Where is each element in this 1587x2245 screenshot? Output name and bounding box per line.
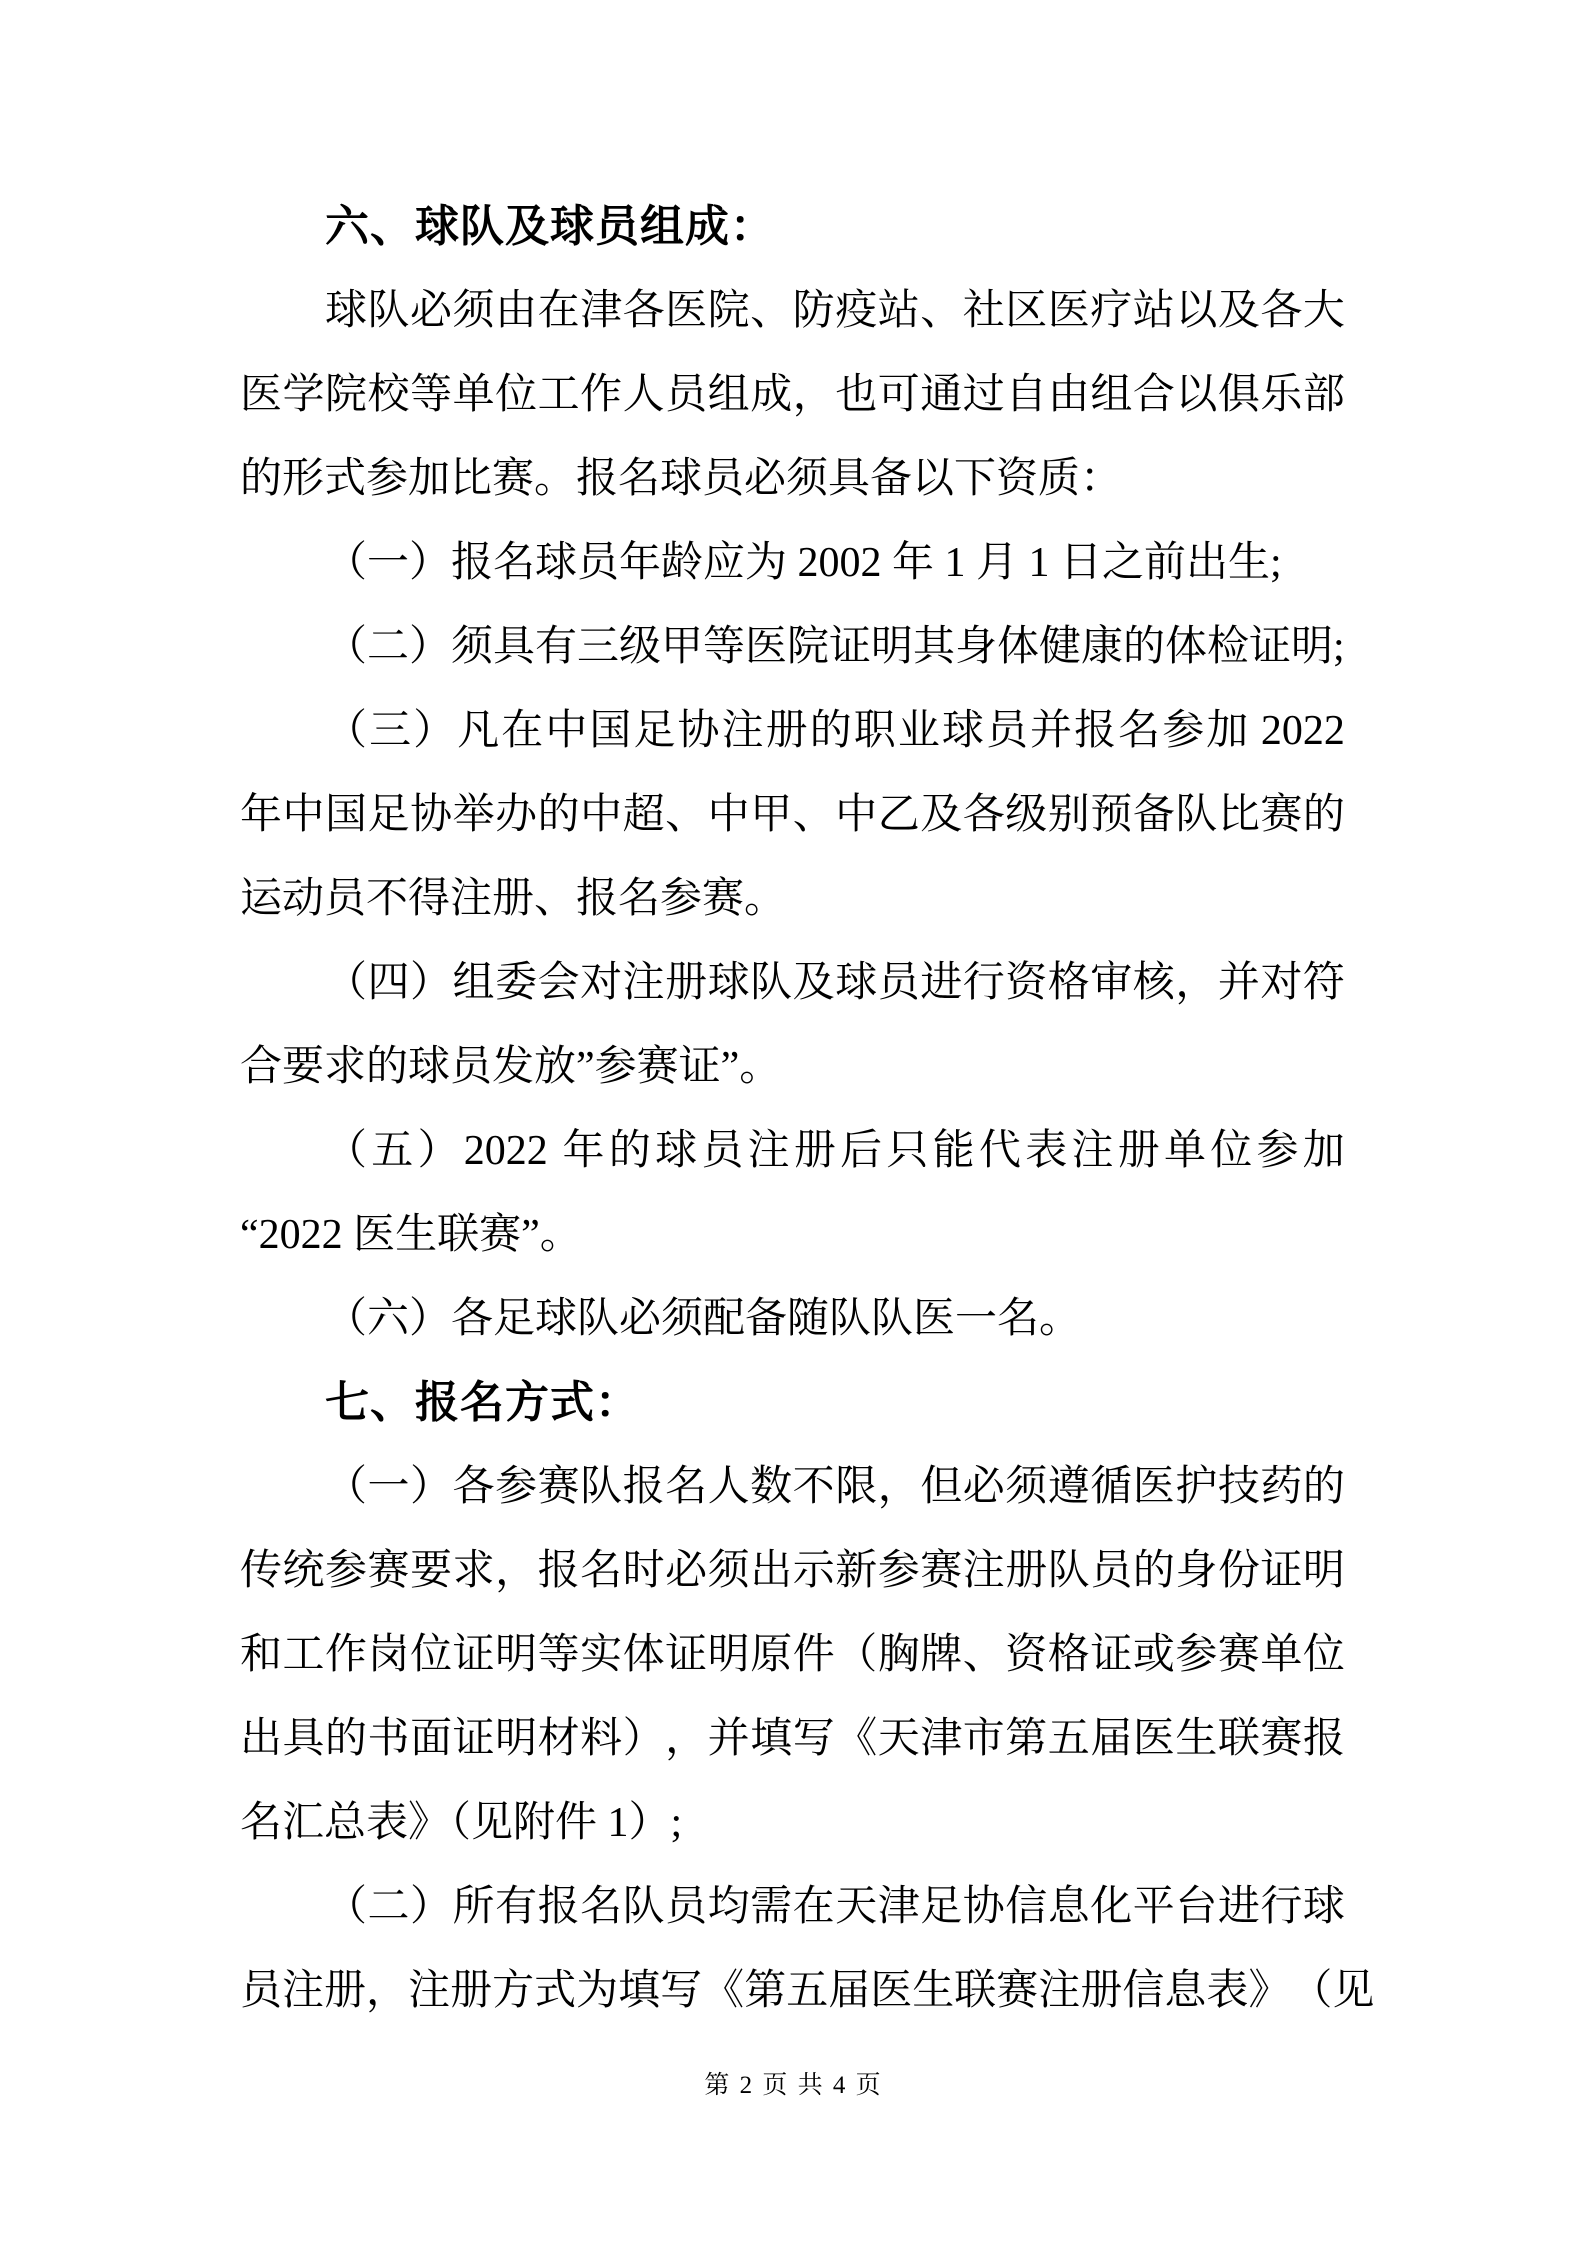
document-line: 传 统 参 赛 要 求 ， 报 名 时 必 须 出 示 新 参 赛 注 册 队 员 的 身 份 证 明 [240, 1548, 1345, 1594]
document-line: 年 中 国 足 协 举 办 的 中 超 、 中 甲 、 中 乙 及 各 级 别 预 备 队 比 赛 的 [240, 792, 1345, 838]
document-line: 运动员不得注册、报名参赛。 [240, 876, 787, 922]
document-line: 的形式参加比赛。报名球员必须具备以下资质： [240, 456, 1123, 502]
section-heading: 六、球队及球员组成： [325, 202, 775, 251]
document-line: （ 四 ） 组 委 会 对 注 册 球 队 及 球 员 进 行 资 格 审 核 ， 并 对 符 [325, 960, 1345, 1006]
document-line: 和 工 作 岗 位 证 明 等 实 体 证 明 原 件 （ 胸 牌 、 资 格 证 或 参 赛 单 位 [240, 1632, 1345, 1678]
page-footer [0, 2064, 1587, 2108]
document-line: 合要求的球员发放”参赛证”。 [240, 1044, 782, 1090]
section-heading: 七、报名方式： [325, 1378, 640, 1427]
document-line: （ 一 ） 各 参 赛 队 报 名 人 数 不 限 ， 但 必 须 遵 循 医 护 技 药 的 [325, 1464, 1345, 1510]
document-line: （ 三 ） 凡 在 中 国 足 协 注 册 的 职 业 球 员 并 报 名 参 加 2022 [325, 708, 1345, 754]
document-line: （ 五 ） 2022 年 的 球 员 注 册 后 只 能 代 表 注 册 单 位 参 加 [325, 1128, 1345, 1174]
document-line: （ 二 ） 所 有 报 名 队 员 均 需 在 天 津 足 协 信 息 化 平 台 进 行 球 [325, 1884, 1345, 1930]
document-line: 名汇总表》（见附件 1）; [240, 1800, 683, 1846]
document-line: （六）各足球队必须配备随队队医一名。 [325, 1296, 1082, 1342]
document-line: 球 队 必 须 由 在 津 各 医 院 、 防 疫 站 、 社 区 医 疗 站 以 及 各 大 [325, 288, 1345, 334]
document-line: “2022 医生联赛”。 [240, 1212, 582, 1258]
page-number-text: 第 2 页 共 4 页 [704, 2072, 883, 2099]
document-line: （二）须具有三级甲等医院证明其身体健康的体检证明; [325, 624, 1345, 670]
document-line: 医 学 院 校 等 单 位 工 作 人 员 组 成 ， 也 可 通 过 自 由 组 合 以 俱 乐 部 [240, 372, 1345, 418]
document-line: （一）报名球员年龄应为 2002 年 1 月 1 日之前出生; [325, 540, 1282, 586]
document-line: 出 具 的 书 面 证 明 材 料 ） ， 并 填 写 《 天 津 市 第 五 届 医 生 联 赛 报 [240, 1716, 1345, 1762]
document-line: 员 注 册 ， 注 册 方 式 为 填 写 《 第 五 届 医 生 联 赛 注 册 信 息 表 》 （ 见 [240, 1968, 1375, 2014]
document-body [240, 185, 1375, 2033]
